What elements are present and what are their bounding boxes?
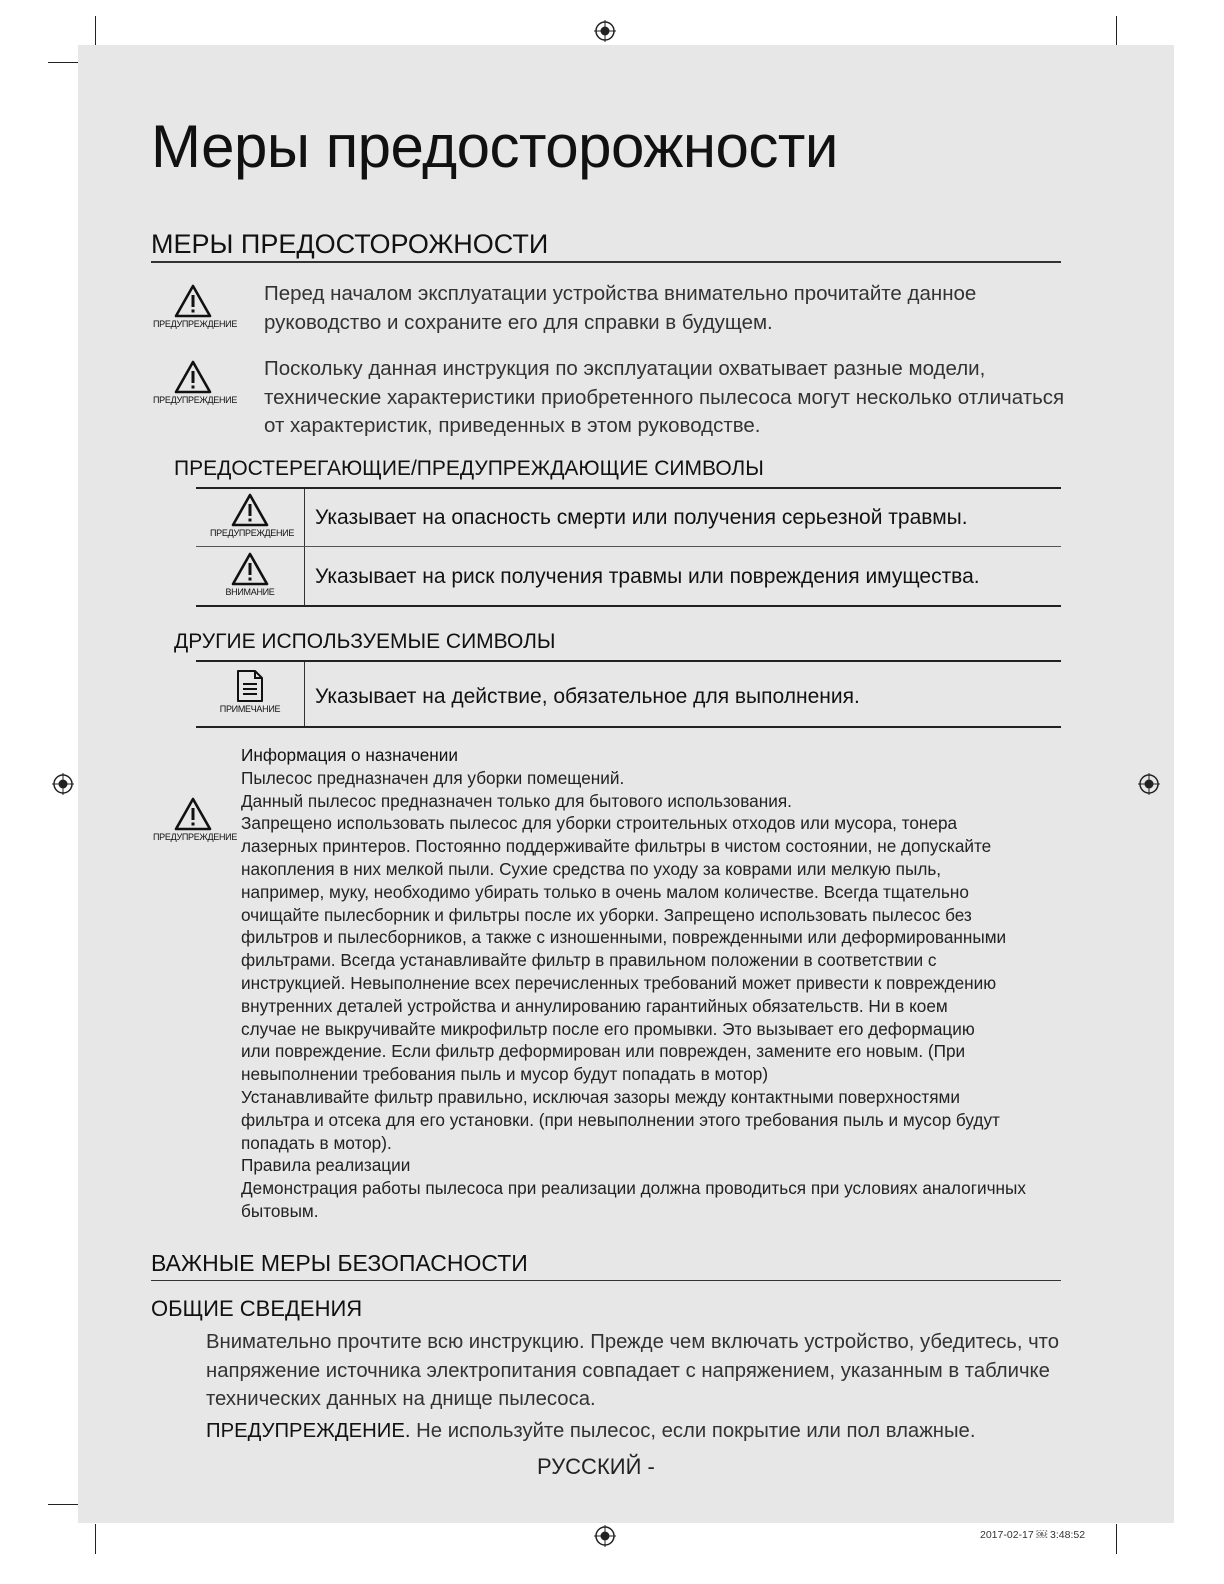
intro-paragraph-2 (264, 355, 1064, 441)
warning-symbols-heading: ПРЕДОСТЕРЕГАЮЩИЕ/ПРЕДУПРЕЖДАЮЩИЕ СИМВОЛЫ (174, 457, 764, 480)
crop-mark (48, 1504, 78, 1505)
section-rule (151, 1280, 1061, 1281)
text-line: Перед началом эксплуатации устройства внимательно прочитайте данное (264, 282, 977, 305)
text-line: инструкцией. Невыполнение всех перечисленных требований может привести к повреждению (241, 972, 997, 993)
warning-triangle-icon (174, 360, 212, 394)
subsection-heading-general: ОБЩИЕ СВЕДЕНИЯ (151, 1296, 363, 1321)
table-bottom-rule (196, 726, 1061, 728)
text-line: руководство и сохраните его для справки в будущем. (264, 310, 773, 334)
icon-label: ПРЕДУПРЕЖДЕНИЕ (153, 395, 238, 405)
note-document-icon (235, 669, 265, 703)
text-line: технических данных на днище пылесоса. (206, 1388, 596, 1410)
table-bottom-rule (196, 605, 1061, 607)
text-line: внутренних деталей устройства и аннулированию гарантийных обязательств. Ни в коем (241, 995, 948, 1016)
registration-mark-icon (594, 20, 616, 42)
text-line: Правила реализации (241, 1155, 411, 1176)
text-line: Демонстрация работы пылесоса при реализации должна проводиться при условиях аналогичных (241, 1178, 1026, 1199)
text-line: Данный пылесос предназначен только для бытового использования. (241, 790, 792, 811)
text-line: бытовым. (241, 1200, 319, 1221)
warning-triangle-icon (174, 797, 212, 831)
icon-label: ПРЕДУПРЕЖДЕНИЕ (153, 319, 238, 329)
info-heading: Информация о назначении (241, 745, 458, 765)
table-row-note-icon (210, 669, 290, 714)
table-row-caution-icon (210, 552, 290, 597)
icon-label: ПРЕДУПРЕЖДЕНИЕ (153, 832, 238, 842)
text-line: накопления в них мелкой пыли. Сухие средства по уходу за коврами или мелкую пыль, (241, 858, 942, 879)
text-line: случае не выкручивайте микрофильтр после его промывки. Это вызывает его деформацию (241, 1018, 975, 1039)
other-symbols-heading: ДРУГИЕ ИСПОЛЬЗУЕМЫЕ СИМВОЛЫ (174, 630, 556, 653)
crop-mark (1116, 1524, 1117, 1554)
text-line: фильтрами. Всегда устанавливайте фильтр в правильном положении в соответствии с (241, 950, 937, 971)
crop-mark (95, 16, 96, 46)
page-title: Меры предосторожности (151, 113, 838, 180)
text-line: очищайте пылесборник и фильтры после их уборки. Запрещено использовать пылесос без (241, 904, 972, 925)
registration-mark-icon (52, 773, 74, 795)
crop-mark (1116, 16, 1117, 46)
icon-label: ВНИМАНИЕ (225, 587, 275, 597)
intro-warning-2 (153, 360, 238, 405)
warning-triangle-icon (174, 284, 212, 318)
text-line: Внимательно прочтите всю инструкцию. Прежде чем включать устройство, убедитесь, что (206, 1331, 1059, 1353)
text-line: технические характеристики приобретенного пылесоса могут несколько отличаться (264, 385, 1065, 409)
print-timestamp: 2017-02-17 ￼ 3:48:52 (980, 1529, 1086, 1541)
text-line: фильтров и пылесборников, а также с изношенными, поврежденными или деформированными (241, 927, 1007, 948)
text-line: Пылесос предназначен для уборки помещений. (241, 767, 625, 788)
text-line: невыполнении требования пыль и мусор будут попадать в мотор) (241, 1064, 769, 1085)
section-rule (151, 261, 1061, 263)
warning-label: ПРЕДУПРЕЖДЕНИЕ. (206, 1420, 411, 1442)
info-block (241, 744, 1071, 1223)
general-paragraph (206, 1328, 1059, 1414)
table-row-warning-icon (210, 493, 295, 538)
table-cell-note-text: Указывает на действие, обязательное для выполнения. (315, 685, 860, 708)
registration-mark-icon (594, 1525, 616, 1547)
intro-paragraph-1 (264, 280, 976, 337)
table-cell-caution-text: Указывает на риск получения травмы или повреждения имущества. (315, 565, 980, 588)
text-line: попадать в мотор). (241, 1132, 392, 1153)
page-footer-language: РУССКИЙ - (537, 1454, 655, 1479)
text-line: например, муку, необходимо убирать только в очень малом количестве. Всегда тщательно (241, 881, 969, 902)
table-row-rule (196, 546, 1061, 547)
moisture-warning (206, 1420, 975, 1443)
crop-mark (95, 1524, 96, 1554)
table-top-rule (196, 487, 1061, 489)
text-line: напряжение источника электропитания совпадает с напряжением, указанным в табличке (206, 1359, 1050, 1382)
table-cell-warning-text: Указывает на опасность смерти или получения серьезной травмы. (315, 506, 968, 529)
text-line: или повреждение. Если фильтр деформирован или поврежден, замените его новым. (При (241, 1041, 966, 1062)
intro-warning-1 (153, 284, 238, 329)
warning-triangle-icon (231, 493, 269, 527)
table-column-divider (304, 662, 305, 727)
text-line: лазерных принтеров. Постоянно поддерживайте фильтры в чистом состоянии, не допускайте (241, 836, 992, 857)
caution-triangle-icon (231, 552, 269, 586)
text-line: Поскольку данная инструкция по эксплуатации охватывает разные модели, (264, 357, 986, 380)
warning-text: Не используйте пылесос, если покрытие или пол влажные. (416, 1420, 976, 1442)
icon-label: ПРИМЕЧАНИЕ (219, 704, 281, 714)
text-line: фильтра и отсека для его установки. (при невыполнении этого требования пыль и мусор будут (241, 1109, 1000, 1130)
section-heading-important-safety: ВАЖНЫЕ МЕРЫ БЕЗОПАСНОСТИ (151, 1250, 528, 1276)
crop-mark (48, 62, 78, 63)
info-warning-icon (153, 797, 238, 842)
text-line: Запрещено использовать пылесос для уборки строительных отходов или мусора, тонера (241, 813, 958, 834)
text-line: от характеристик, приведенных в этом руководстве. (264, 414, 761, 437)
section-heading-precautions: МЕРЫ ПРЕДОСТОРОЖНОСТИ (151, 229, 549, 259)
icon-label: ПРЕДУПРЕЖДЕНИЕ (210, 528, 295, 538)
table-column-divider (304, 489, 305, 606)
text-line: Устанавливайте фильтр правильно, исключая зазоры между контактными поверхностями (241, 1086, 960, 1107)
table-top-rule (196, 660, 1061, 662)
registration-mark-icon (1138, 773, 1160, 795)
